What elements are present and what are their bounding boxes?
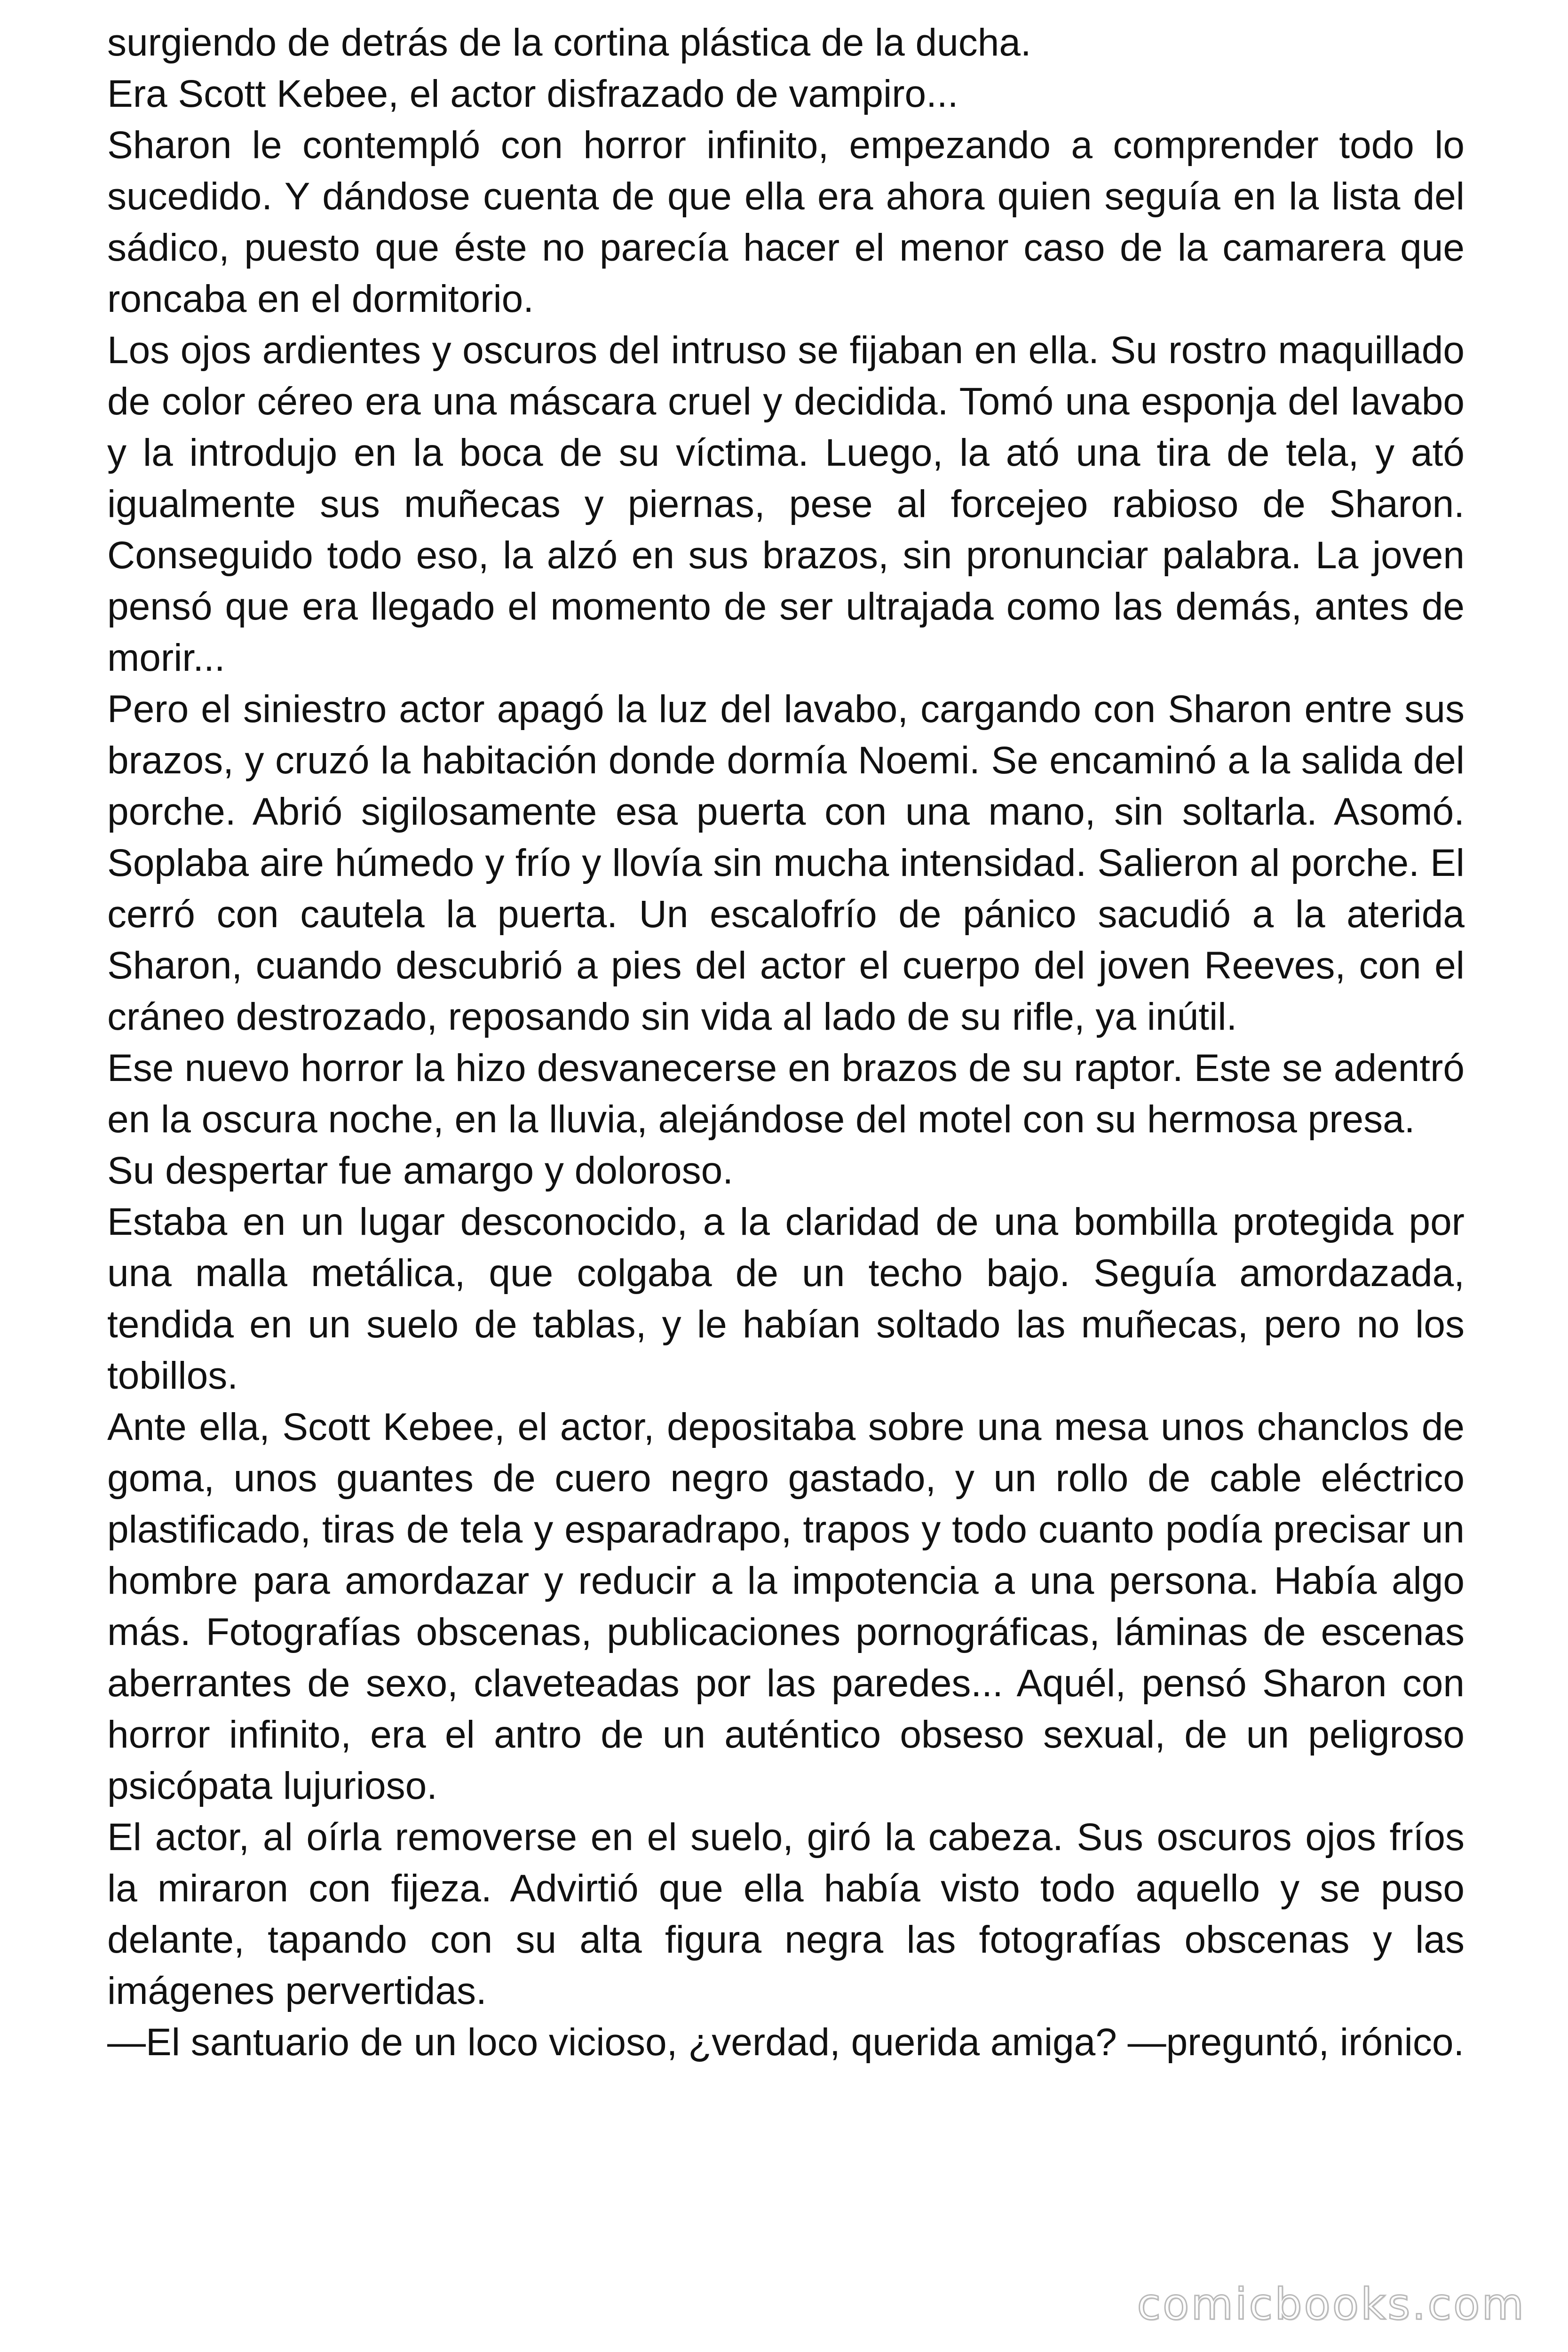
- paragraph: Ese nuevo horror la hizo desvanecerse en brazos de su raptor. Este se adentró en la oscura noche, en la lluvia, alejándose del motel con su hermosa presa.: [107, 1047, 1465, 1141]
- paragraph: Su despertar fue amargo y doloroso.: [107, 1149, 733, 1192]
- watermark-text: comicbooks.com: [1137, 2279, 1526, 2329]
- document-page: [107, 17, 1465, 2068]
- paragraph: Era Scott Kebee, el actor disfrazado de vampiro...: [107, 72, 958, 115]
- paragraph: Pero el siniestro actor apagó la luz del lavabo, cargando con Sharon entre sus brazos, y cruzó la habitación donde dormía Noemi. Se encaminó a la salida del porche. Abrió sigilosamente esa puerta con una mano, sin soltarla. Asomó. Soplaba aire húmedo y frío y llovía sin mucha intensidad. Salieron al porche. El cerró con cautela la puerta. Un escalofrío de pánico sacudió a la aterida Sharon, cuando descubrió a pies del actor el cuerpo del joven Reeves, con el cráneo destrozado, reposando sin vida al lado de su rifle, ya inútil.: [107, 688, 1465, 1038]
- paragraph: surgiendo de detrás de la cortina plástica de la ducha.: [107, 21, 1031, 64]
- paragraph: Los ojos ardientes y oscuros del intruso se fijaban en ella. Su rostro maquillado de color céreo era una máscara cruel y decidida. Tomó una esponja del lavabo y la introdujo en la boca de su víctima. Luego, la ató una tira de tela, y ató igualmente sus muñecas y piernas, pese al forcejeo rabioso de Sharon. Conseguido todo eso, la alzó en sus brazos, sin pronunciar palabra. La joven pensó que era llegado el momento de ser ultrajada como las demás, antes de morir...: [107, 329, 1465, 679]
- paragraph: —El santuario de un loco vicioso, ¿verdad, querida amiga? —preguntó, irónico.: [107, 2021, 1465, 2064]
- paragraph: El actor, al oírla removerse en el suelo, giró la cabeza. Sus oscuros ojos fríos la miraron con fijeza. Advirtió que ella había visto todo aquello y se puso delante, tapando con su alta figura negra las fotografías obscenas y las imágenes pervertidas.: [107, 1816, 1465, 2012]
- paragraph: Ante ella, Scott Kebee, el actor, depositaba sobre una mesa unos chanclos de goma, unos guantes de cuero negro gastado, y un rollo de cable eléctrico plastificado, tiras de tela y esparadrapo, trapos y todo cuanto podía precisar un hombre para amordazar y reducir a la impotencia a una persona. Había algo más. Fotografías obscenas, publicaciones pornográficas, láminas de escenas aberrantes de sexo, claveteadas por las paredes... Aquél, pensó Sharon con horror infinito, era el antro de un auténtico obseso sexual, de un peligroso psicópata lujurioso.: [107, 1406, 1465, 1807]
- paragraph: Estaba en un lugar desconocido, a la claridad de una bombilla protegida por una malla metálica, que colgaba de un techo bajo. Seguía amordazada, tendida en un suelo de tablas, y le habían soltado las muñecas, pero no los tobillos.: [107, 1200, 1465, 1397]
- paragraph: Sharon le contempló con horror infinito, empezando a comprender todo lo sucedido. Y dándose cuenta de que ella era ahora quien seguía en la lista del sádico, puesto que éste no parecía hacer el menor caso de la camarera que roncaba en el dormitorio.: [107, 124, 1465, 320]
